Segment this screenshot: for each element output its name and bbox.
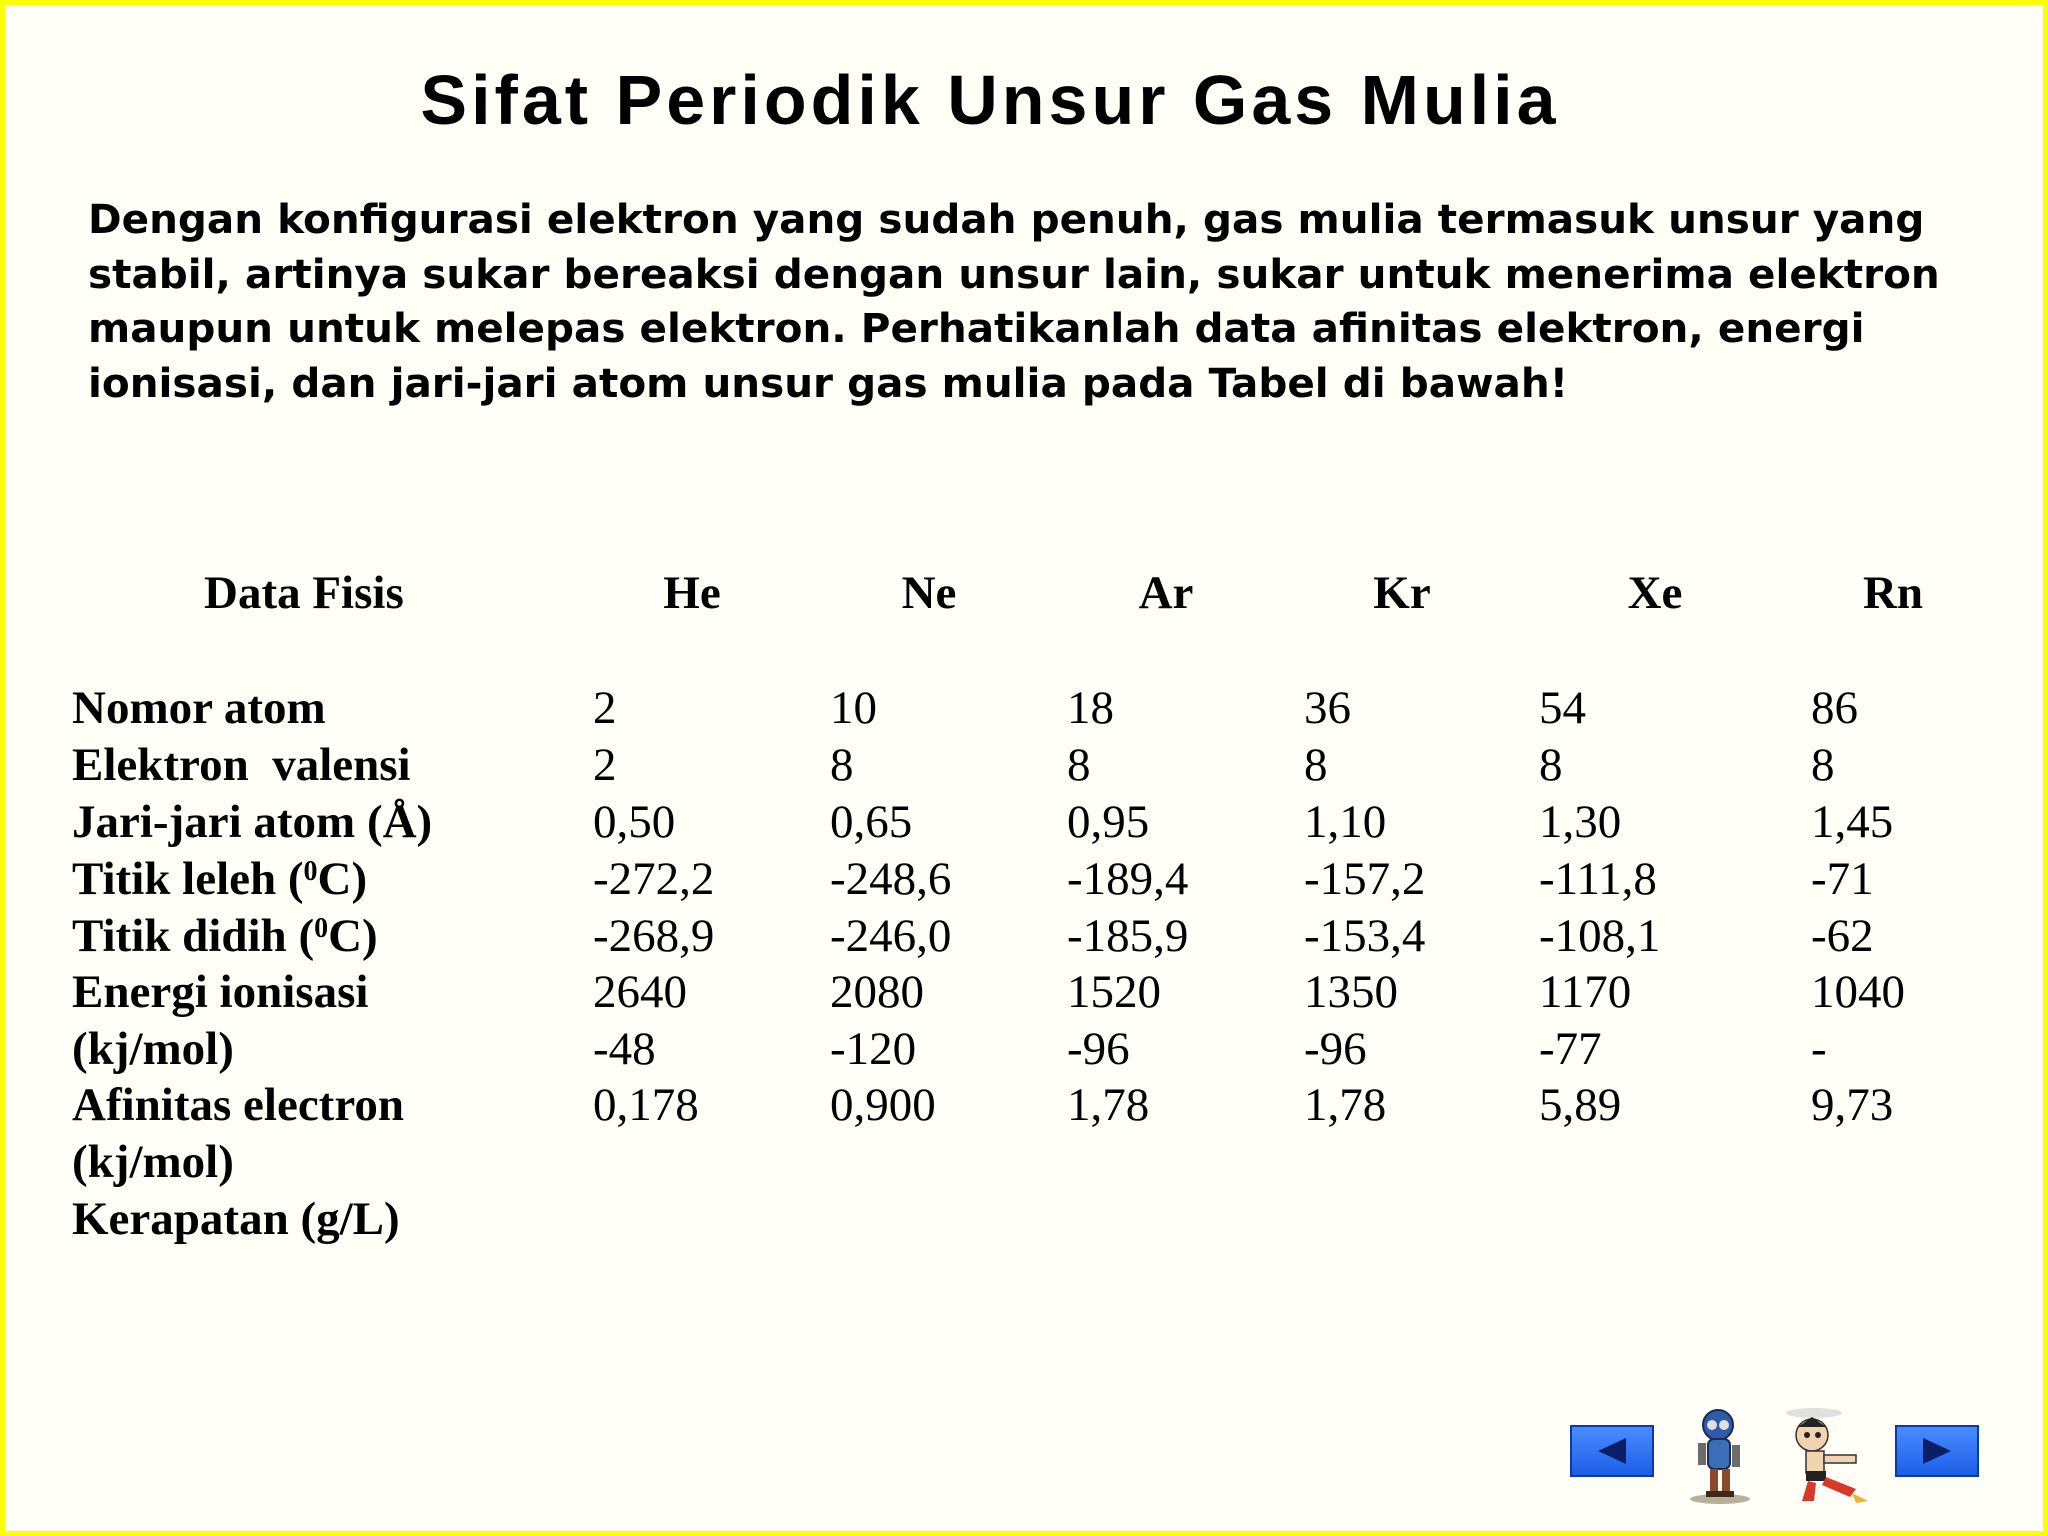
table-cell: -157,2	[1304, 853, 1426, 905]
table-cell: -268,9	[593, 910, 715, 962]
row-label-kjmol: (kj/mol)	[72, 1023, 234, 1075]
table-cell: 2080	[830, 966, 924, 1018]
table-cell: 1170	[1539, 966, 1632, 1018]
table-cell: -96	[1304, 1023, 1367, 1075]
table-cell: -153,4	[1304, 910, 1426, 962]
row-label-nomor-atom: Nomor atom	[72, 682, 326, 734]
table-cell: -120	[830, 1023, 917, 1075]
row-label-kjmol: (kj/mol)	[72, 1136, 234, 1188]
table-cell: 0,50	[593, 796, 676, 848]
table-cell: -71	[1811, 853, 1874, 905]
header-element-rn: Rn	[1862, 567, 1924, 619]
table-cell: 0,65	[830, 796, 913, 848]
table-cell: 1,30	[1539, 796, 1622, 848]
table-cell: 8	[1304, 739, 1328, 791]
table-cell: -96	[1067, 1023, 1130, 1075]
table-cell: 36	[1304, 682, 1351, 734]
table-cell: 9,73	[1811, 1079, 1894, 1131]
row-label-titik-leleh: Titik leleh ($^0$C)	[72, 853, 368, 905]
header-element-xe: Xe	[1627, 567, 1683, 619]
table-cell: -248,6	[830, 853, 952, 905]
intro-paragraph: Dengan konfigurasi elektron yang sudah penuh, gas mulia termasuk unsur yang stabil, artinya sukar bereaksi dengan unsur lain, sukar untuk menerima elektron maupun untuk melepas elektron. Perhatikanlah data afinitas elektron, energi ionisasi, dan jari-jari atom unsur gas mulia pada Tabel di bawah!	[88, 195, 1940, 407]
table-cell: 86	[1811, 682, 1858, 734]
table-cell: -272,2	[593, 853, 715, 905]
robot-character-icon	[1680, 1405, 1760, 1505]
prev-slide-button[interactable]	[1570, 1425, 1654, 1477]
header-element-he: He	[663, 567, 721, 619]
table-cell: -185,9	[1067, 910, 1189, 962]
row-label-kerapatan: Kerapatan (g/L)	[72, 1193, 400, 1245]
row-label-energi-ionisasi: Energi ionisasi	[72, 966, 369, 1018]
header-data-fisis: Data Fisis	[204, 567, 404, 619]
row-label-afinitas: Afinitas electron	[72, 1079, 404, 1131]
table-cell: 1,45	[1811, 796, 1894, 848]
header-element-kr: Kr	[1373, 567, 1431, 619]
table-cell: -48	[593, 1023, 656, 1075]
table-cell: 1,78	[1067, 1079, 1150, 1131]
table-cell: -108,1	[1539, 910, 1661, 962]
table-cell: -77	[1539, 1023, 1602, 1075]
table-cell: 5,89	[1539, 1079, 1622, 1131]
table-cell: 0,95	[1067, 796, 1150, 848]
header-element-ne: Ne	[901, 567, 957, 619]
table-cell: 8	[1539, 739, 1563, 791]
table-cell: -246,0	[830, 910, 952, 962]
table-cell: 0,900	[830, 1079, 936, 1131]
table-cell: 1520	[1067, 966, 1161, 1018]
table-cell: -111,8	[1539, 853, 1657, 905]
table-cell: 1350	[1304, 966, 1398, 1018]
table-cell: 0,178	[593, 1079, 699, 1131]
slide-title: Sifat Periodik Unsur Gas Mulia	[420, 61, 1560, 139]
table-cell: 2640	[593, 966, 687, 1018]
table-cell: 1040	[1811, 966, 1905, 1018]
table-cell: 18	[1067, 682, 1114, 734]
arrow-left-icon	[1590, 1436, 1634, 1466]
table-cell: -	[1811, 1023, 1827, 1075]
arrow-right-icon	[1915, 1436, 1959, 1466]
table-cell: 8	[830, 739, 854, 791]
next-slide-button[interactable]	[1895, 1425, 1979, 1477]
table-cell: -189,4	[1067, 853, 1189, 905]
table-cell: 1,78	[1304, 1079, 1387, 1131]
table-cell: 54	[1539, 682, 1586, 734]
row-label-elektron-valensi: Elektron valensi	[72, 739, 411, 791]
flying-boy-character-icon	[1772, 1405, 1872, 1505]
row-label-titik-didih: Titik didih ($^0$C)	[72, 910, 378, 962]
table-cell: 8	[1067, 739, 1091, 791]
header-element-ar: Ar	[1138, 567, 1194, 619]
table-cell: 2	[593, 739, 617, 791]
row-label-jari-jari: Jari-jari atom (Å)	[72, 796, 433, 848]
table-cell: 8	[1811, 739, 1835, 791]
table-cell: 1,10	[1304, 796, 1387, 848]
table-cell: 10	[830, 682, 877, 734]
table-cell: -62	[1811, 910, 1874, 962]
table-cell: 2	[593, 682, 617, 734]
